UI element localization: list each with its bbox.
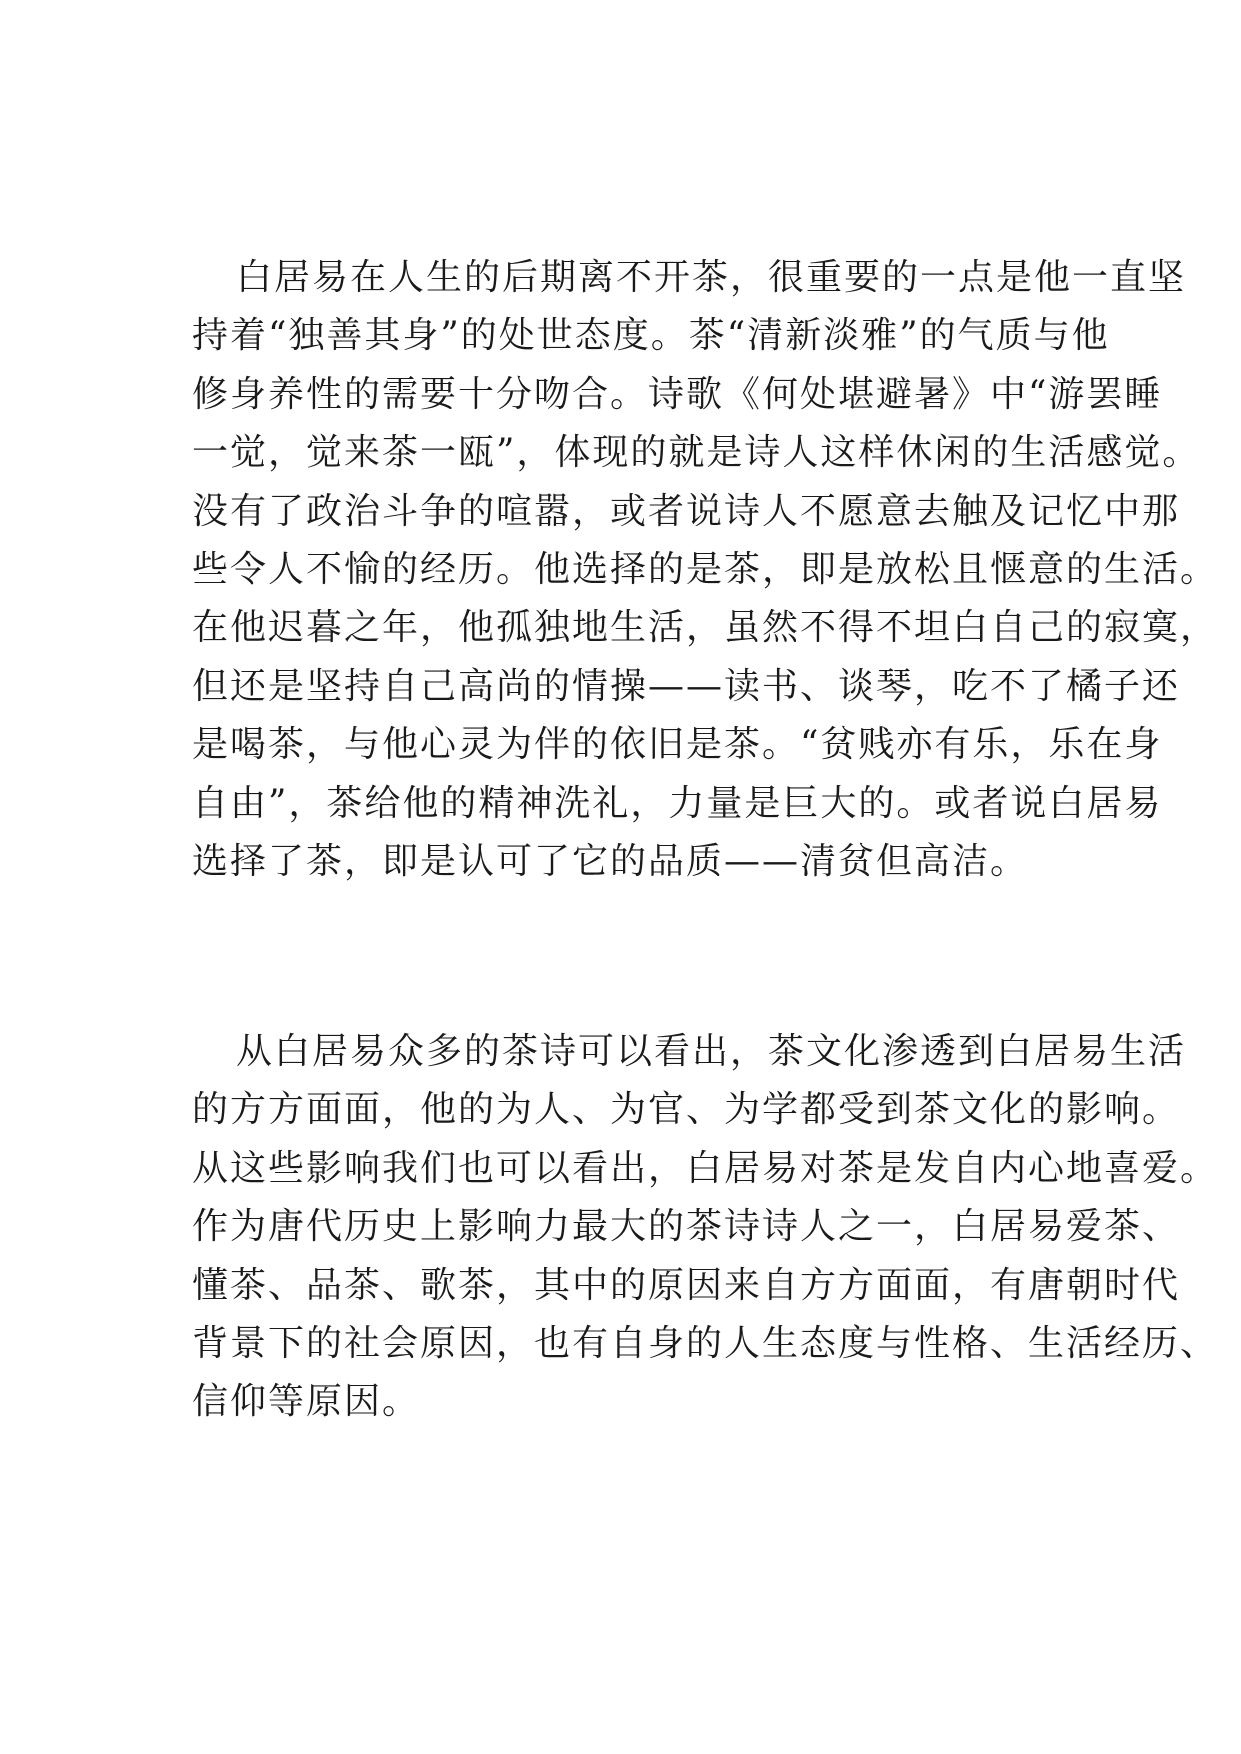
paragraph-line: 持着“独善其身”的处世态度。茶“清新淡雅”的气质与他 [192,315,1110,357]
paragraph-line: 是喝茶，与他心灵为伴的依旧是茶。“贫贱亦有乐，乐在身 [192,724,1163,766]
paragraph-line: 修身养性的需要十分吻合。诗歌《何处堪避暑》中“游罢睡 [192,373,1163,415]
paragraph-line: 但还是坚持自己高尚的情操——读书、谈琴，吃不了橘子还 [192,665,1181,707]
paragraph-line: 懂茶、品茶、歌茶，其中的原因来自方方面面，有唐朝时代 [192,1264,1181,1306]
paragraph-line: 作为唐代历史上影响力最大的茶诗诗人之一，白居易爱茶、 [192,1206,1181,1248]
paragraph-line: 自由”，茶给他的精神洗礼，力量是巨大的。或者说白居易 [192,782,1163,824]
paragraph-line: 背景下的社会原因，也有自身的人生态度与性格、生活经历、 [192,1322,1219,1364]
paragraph-line: 选择了茶，即是认可了它的品质——清贫但高洁。 [192,840,1029,882]
paragraph-line: 白居易在人生的后期离不开茶，很重要的一点是他一直坚 [236,257,1187,298]
paragraph-line: 从白居易众多的茶诗可以看出，茶文化渗透到白居易生活 [236,1031,1187,1072]
paragraph-line: 没有了政治斗争的喧嚣，或者说诗人不愿意去触及记忆中那 [192,490,1181,532]
paragraph-line: 信仰等原因。 [192,1381,421,1423]
paragraph-line: 在他迟暮之年，他孤独地生活，虽然不得不坦白自己的寂寞， [192,607,1219,649]
paragraph-1 [192,249,1219,891]
paragraph-2 [192,1023,1219,1432]
paragraph-line: 一觉，觉来茶一瓯”，体现的就是诗人这样休闲的生活感觉。 [192,432,1201,474]
paragraph-line: 些令人不愉的经历。他选择的是茶，即是放松且惬意的生活。 [192,548,1219,590]
paragraph-line: 的方方面面，他的为人、为官、为学都受到茶文化的影响。 [192,1089,1181,1131]
paragraph-line: 从这些影响我们也可以看出，白居易对茶是发自内心地喜爱。 [192,1147,1219,1189]
